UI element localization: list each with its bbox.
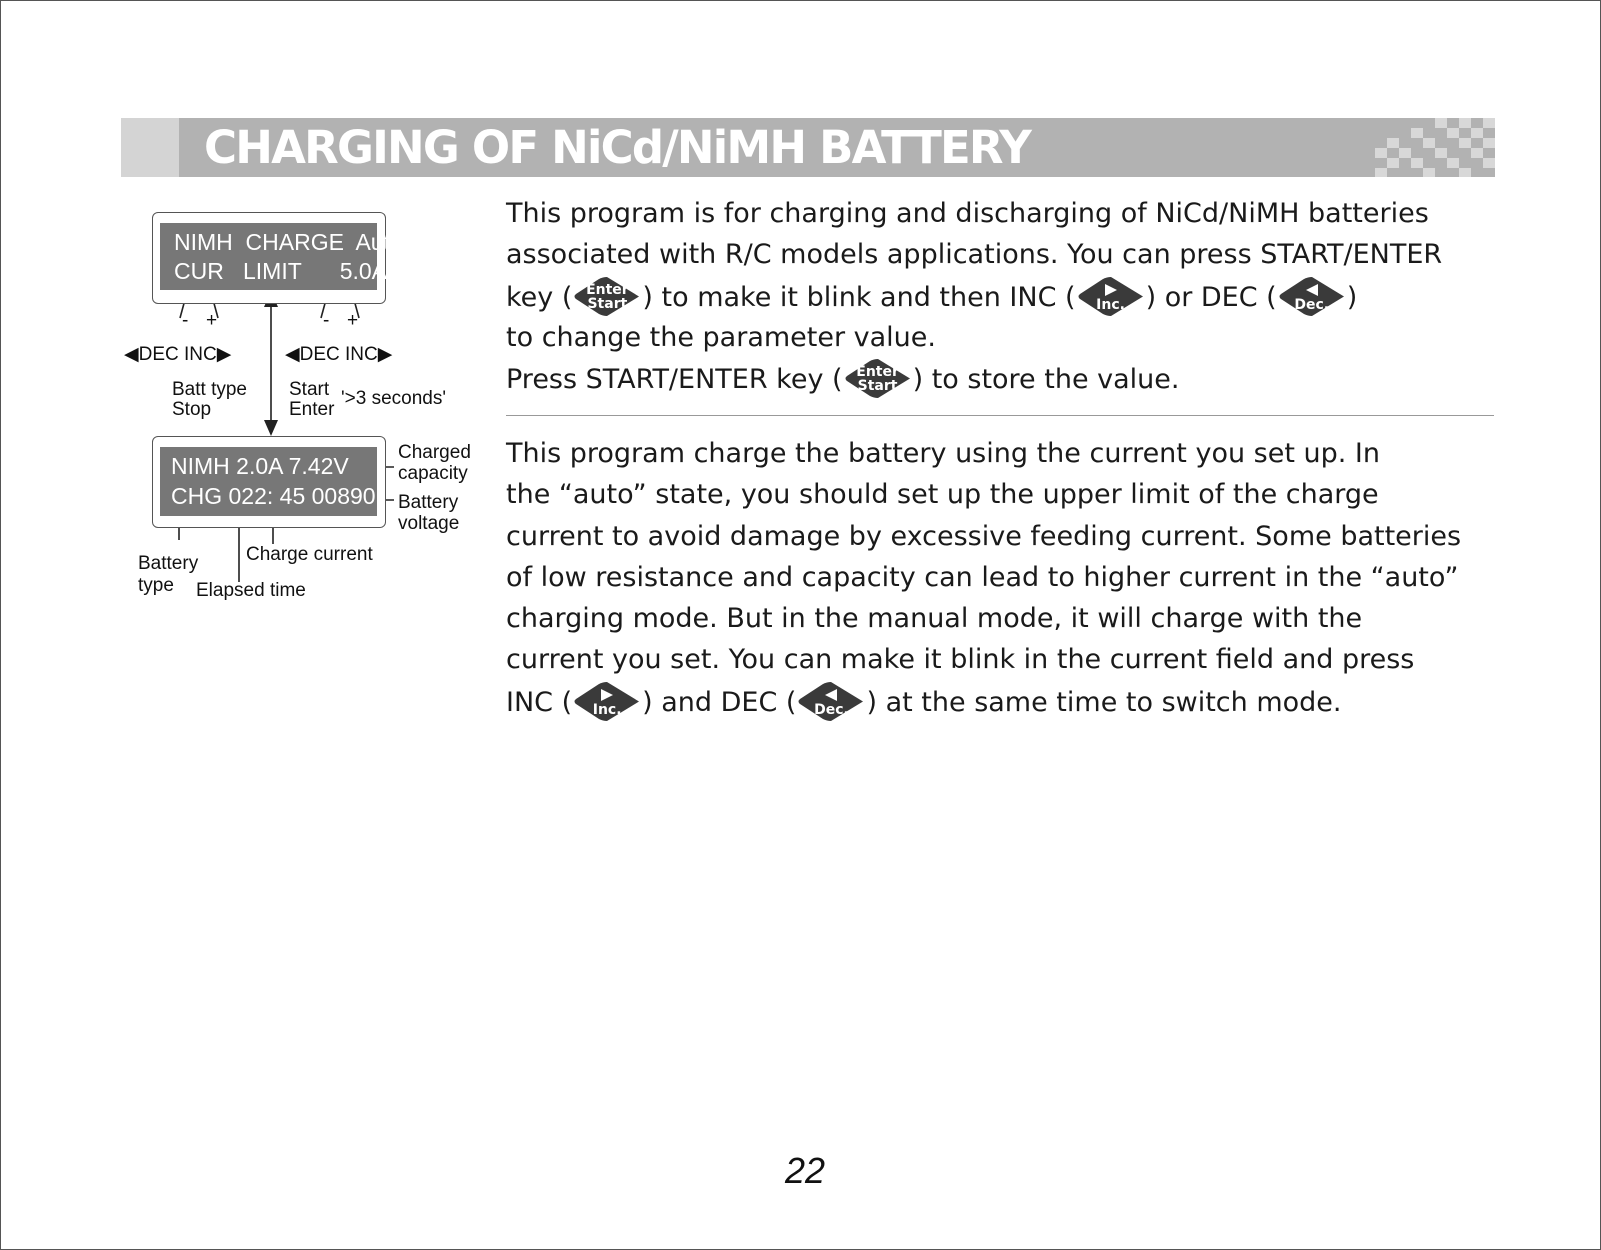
- battery-voltage-label-1: Battery: [398, 492, 459, 513]
- dec-key-label: Dec.: [814, 701, 849, 718]
- start-label: Start: [289, 379, 330, 400]
- section-divider: [506, 415, 1494, 416]
- charge-paragraph: [506, 433, 1496, 722]
- battery-type-label-2: type: [138, 575, 174, 596]
- start-key-label: Start: [857, 378, 898, 395]
- dec-inc-right-label: ◀DEC INC▶: [285, 344, 393, 365]
- elapsed-time-label: Elapsed time: [196, 580, 306, 601]
- intro-line-4: to change the parameter value.: [506, 321, 936, 353]
- inc-key-icon: [1077, 276, 1145, 317]
- charge-line-1: This program charge the battery using the current you set up. In: [506, 438, 1380, 469]
- intro-line-2: associated with R/C models applications. You can press START/ENTER: [506, 239, 1443, 271]
- intro-line-1: This program is for charging and discharging of NiCd/NiMH batteries: [506, 198, 1429, 229]
- lcd-top-line-2: CUR LIMIT 5.0A: [174, 258, 388, 284]
- inc-key-icon: [573, 681, 641, 722]
- start-key-label: Start: [587, 295, 628, 312]
- dec-key-icon: [1278, 276, 1346, 317]
- minus-label-right: -: [323, 310, 330, 331]
- charge-line-3: current to avoid damage by excessive feeding current. Some batteries: [506, 520, 1462, 552]
- minus-label-left: -: [182, 310, 189, 331]
- charge-line-6: current you set. You can make it blink in the current field and press: [506, 644, 1415, 676]
- batt-type-label: Batt type: [172, 379, 247, 400]
- dec-key-label: Dec.: [1294, 296, 1330, 313]
- plus-label-left: +: [206, 310, 218, 331]
- lcd-top-line-1: NIMH CHARGE Aut: [174, 229, 390, 255]
- stop-label: Stop: [172, 399, 212, 420]
- checker-pattern-icon: [1375, 118, 1495, 177]
- charge-line-7-part-c: ) at the same time to switch mode.: [866, 686, 1342, 718]
- lcd-bottom-line-2: CHG 022: 45 00890: [171, 483, 376, 509]
- battery-voltage-label-2: voltage: [398, 513, 460, 534]
- lcd-bottom-screen: [160, 447, 377, 516]
- battery-type-label-1: Battery: [138, 553, 199, 574]
- intro-paragraph: [506, 193, 1496, 399]
- intro-line-3-part-d: ): [1346, 281, 1358, 313]
- intro-line-3-part-c: ) or DEC (: [1145, 281, 1277, 313]
- charged-label: Charged: [398, 442, 471, 463]
- capacity-label: capacity: [398, 463, 468, 484]
- three-seconds-label: '>3 seconds': [341, 388, 446, 409]
- enter-key-label: Enter: [856, 364, 899, 381]
- enter-label: Enter: [289, 399, 335, 420]
- dec-key-icon: [797, 681, 865, 722]
- charge-line-7: [506, 681, 1496, 722]
- inc-key-label: Inc.: [592, 701, 622, 718]
- charge-line-5: charging mode. But in the manual mode, it will charge with the: [506, 603, 1363, 635]
- enter-key-label: Enter: [586, 281, 629, 298]
- enter-start-key-icon: [573, 276, 641, 317]
- page-title: CHARGING OF NiCd/NiMH BATTERY: [204, 121, 1031, 174]
- intro-line-5-part-a: Press START/ENTER key (: [506, 364, 843, 396]
- page-number: 22: [784, 1150, 826, 1191]
- charge-line-7-part-b: ) and DEC (: [642, 686, 797, 718]
- enter-start-key-icon: [844, 358, 912, 399]
- intro-line-5-part-b: ) to store the value.: [912, 364, 1180, 396]
- lcd-bottom-line-1: NIMH 2.0A 7.42V: [171, 453, 349, 479]
- charge-line-2: the “auto” state, you should set up the upper limit of the charge: [506, 479, 1379, 511]
- intro-line-3: [506, 276, 1496, 317]
- charge-line-4: of low resistance and capacity can lead to higher current in the “auto”: [506, 561, 1459, 593]
- inc-key-label: Inc.: [1096, 296, 1125, 313]
- plus-label-right: +: [347, 310, 359, 331]
- intro-line-5: [506, 358, 1496, 399]
- intro-line-3-part-b: ) to make it blink and then INC (: [642, 281, 1076, 313]
- charge-current-label: Charge current: [246, 544, 373, 565]
- dec-inc-left-label: ◀DEC INC▶: [124, 344, 232, 365]
- charge-line-7-part-a: INC (: [506, 686, 573, 718]
- intro-line-3-part-a: key (: [506, 281, 573, 313]
- lcd-top-screen: [160, 223, 390, 290]
